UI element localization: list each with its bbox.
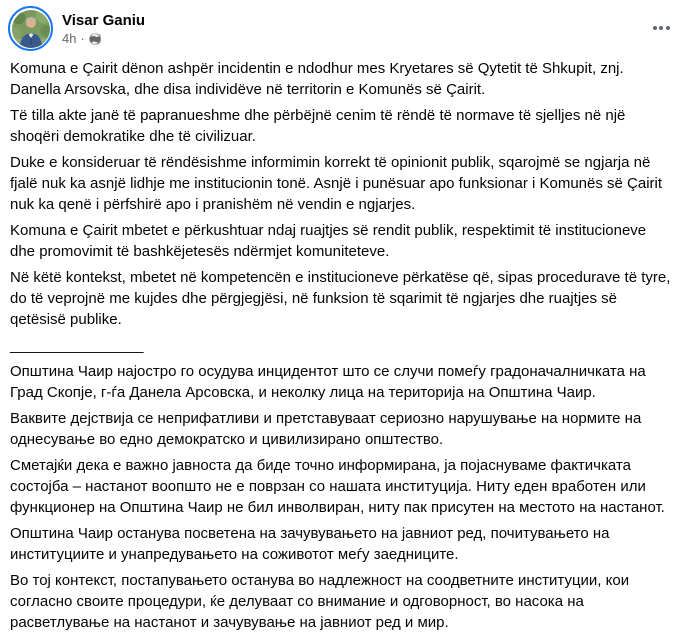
header-meta [62, 11, 145, 47]
text-separator: ________________ [10, 337, 144, 354]
profile-photo-illustration [12, 10, 50, 48]
author-name[interactable]: Visar Ganiu [62, 11, 146, 29]
post-header [0, 0, 685, 55]
post-paragraph: Општина Чаир останува посветена на зачувувањето на јавниот ред, почитувањето на институциите и унапредувањето на соживотот меѓу заедниците. [10, 525, 614, 563]
ellipsis-dot [659, 26, 663, 30]
post-paragraph: Duke e konsideruar të rëndësishme informimin korrekt të opinionit publik, sqarojmë se ngjarja në fjalë nuk ka asnjë lidhje me institucionin tonë. Asnjë i punësuar apo funksionar i Komunës së Çairit nuk ka qenë i përfshirë apo i pranishëm në vendin e ngjarjes. [10, 154, 667, 213]
post-paragraph: Во тој контекст, постапувањето останува во надлежност на соодветните институции, кои согласно своите процедури, ќе делуваат со внимание и одговорност, во насока на расветлување на настанот и зачувување на јавниот ред и мир. [10, 572, 634, 631]
post-paragraph: Të tilla akte janë të papranueshme dhe përbëjnë cenim të rëndë të normave të sjelljes në një shoqëri demokratike dhe të civilizuar. [10, 107, 630, 145]
more-options-button[interactable] [645, 12, 677, 44]
post-paragraph: Општина Чаир најостро го осудува инцидентот што се случи помеѓу градоначалничката на Град Скопје, г-ѓа Данела Арсовска, и неколку лица на територија на Општина Чаир. [10, 363, 650, 401]
meta-separator-dot: · [80, 30, 85, 46]
ellipsis-dot [653, 26, 657, 30]
ellipsis-dot [666, 26, 670, 30]
timestamp[interactable]: 4h [62, 30, 77, 46]
post-paragraph: Komuna e Çairit dënon ashpër incidentin e ndodhur mes Kryetares së Qytetit të Shkupit, znj. Danella Arsovska, dhe disa individëve në territorin e Komunës së Çairit. [10, 60, 628, 98]
avatar-photo [12, 10, 50, 48]
post-paragraph: Në këtë kontekst, mbetet në kompetencën e institucioneve përkatëse që, sipas procedurave të tyre, do të veprojnë me kujdes dhe përgjegjësi, në funksion të sqarimit të ngjarjes dhe ruajtjes së qetësisë publike. [10, 269, 675, 328]
post-body [0, 55, 685, 633]
post-paragraph: Ваквите дејствија се неприфатливи и претставуваат сериозно нарушување на нормите на однесување во едно демократско и цивилизирано општество. [10, 410, 646, 448]
avatar[interactable] [8, 6, 53, 51]
post-paragraph: Сметајќи дека е важно јавноста да биде точно информирана, ја појаснуваме фактичката состојба – настанот воопшто не е поврзан со нашата институција. Ниту еден вработен или функционер на Општина Чаир не бил инволвиран, ниту пак присутен на местото на настанот. [10, 457, 665, 516]
globe-privacy-icon [89, 33, 101, 45]
post-meta-line [62, 31, 145, 47]
post-paragraph: Komuna e Çairit mbetet e përkushtuar ndaj ruajtjes së rendit publik, respektimit të institucioneve dhe promovimit të bashkëjetesës ndërmjet komuniteteve. [10, 222, 651, 260]
